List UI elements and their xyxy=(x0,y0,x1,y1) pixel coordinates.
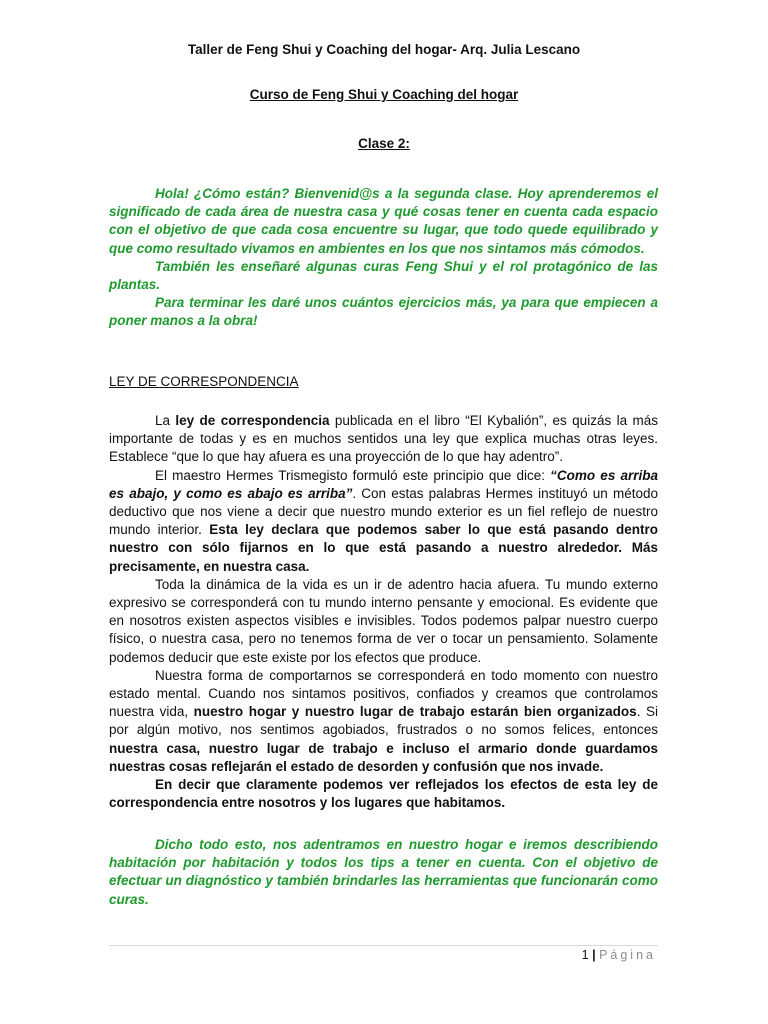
intro-section xyxy=(109,185,658,331)
page-label: Página xyxy=(599,948,656,962)
intro-paragraph: Para terminar les daré unos cuántos ejercicios más, ya para que empiecen a poner manos a la obra! xyxy=(109,295,658,329)
intro-paragraph: También les enseñaré algunas curas Feng Shui y el rol protagónico de las plantas. xyxy=(109,258,658,293)
document-header: Taller de Feng Shui y Coaching del hogar- Arq. Julia Lescano xyxy=(187,42,581,57)
body-section xyxy=(109,412,658,812)
body-text: Nuestra forma de comportarnos se corresponderá en todo momento con nuestro estado mental. Cuando nos sintamos positivos, confiados y creamos que controlamos nuestra vida, xyxy=(109,667,658,720)
page-number: 1 xyxy=(581,948,589,962)
body-bold-text: nuestro hogar y nuestro lugar de trabajo estarán bien organizados xyxy=(193,704,637,720)
intro-paragraph: Hola! ¿Cómo están? Bienvenid@s a la segunda clase. Hoy aprenderemos el significado de cada área de nuestra casa y qué cosas tener en cuenta cada espacio con el objetivo de que cada cosa encuentre su lugar, que todo quede equilibrado y que como resultado vivamos en ambientes en los que nos sintamos más cómodos. xyxy=(109,186,658,256)
body-paragraph xyxy=(109,467,658,576)
body-bold-text: ley de correspondencia xyxy=(175,413,330,428)
body-paragraph xyxy=(109,412,658,467)
footer-divider xyxy=(109,945,658,946)
body-bold-quote: “Como es arriba es abajo, y como es abajo es arriba” xyxy=(109,467,658,501)
class-title: Clase 2: xyxy=(358,136,410,151)
body-bold-text: nuestra casa, nuestro lugar de trabajo e incluso el armario donde guardamos nuestras cosas reflejarán el estado de desorden y confusión que nos invade. xyxy=(109,740,658,774)
body-text: publicada en el libro “El Kybalión”, es quizás la más importante de todas y es en muchos sentidos una ley que explica muchas otras leyes. Establece “que lo que hay afuera es una proyección de lo que hay adentro”. xyxy=(109,413,658,465)
closing-section xyxy=(109,836,658,909)
course-title: Curso de Feng Shui y Coaching del hogar xyxy=(249,87,519,102)
footer-separator: | xyxy=(592,948,596,962)
closing-paragraph: Dicho todo esto, nos adentramos en nuestro hogar e iremos describiendo habitación por habitación y todos los tips a tener en cuenta. Con el objetivo de efectuar un diagnóstico y también brindarles las herramientas que funcionarán como curas. xyxy=(109,837,658,907)
body-paragraph xyxy=(109,776,658,812)
body-paragraph xyxy=(109,667,658,776)
body-text: La xyxy=(155,413,176,428)
body-text: . Con estas palabras Hermes instituyó un método deductivo que nos viene a decir que nuestro mundo exterior es un fiel reflejo de nuestro mundo interior. xyxy=(109,485,659,538)
body-bold-text: Esta ley declara que podemos saber lo que está pasando dentro nuestro con sólo fijarnos en lo que está pasando a nuestro alrededor. Más precisamente, en nuestra casa. xyxy=(109,522,658,574)
body-text: El maestro Hermes Trismegisto formuló este principio que dice: xyxy=(155,467,551,483)
body-bold-text: En decir que claramente podemos ver reflejados los efectos de esta ley de correspondencia entre nosotros y los lugares que habitamos. xyxy=(109,777,658,811)
body-text: . Si por algún motivo, nos sentimos agobiados, frustrados o no somos felices, entonces xyxy=(109,704,658,738)
page-footer xyxy=(582,948,656,962)
section-title: LEY DE CORRESPONDENCIA xyxy=(109,374,299,389)
body-paragraph: Toda la dinámica de la vida es un ir de adentro hacia afuera. Tu mundo externo expresivo se corresponderá con tu mundo interno pensante y emocional. Es evidente que en nosotros existen aspectos visibles e invisibles. Todos podemos palpar nuestro cuerpo físico, o nuestra casa, pero no tenemos forma de ver o tocar un pensamiento. Solamente podemos deducir que este existe por los efectos que produce. xyxy=(109,576,658,665)
